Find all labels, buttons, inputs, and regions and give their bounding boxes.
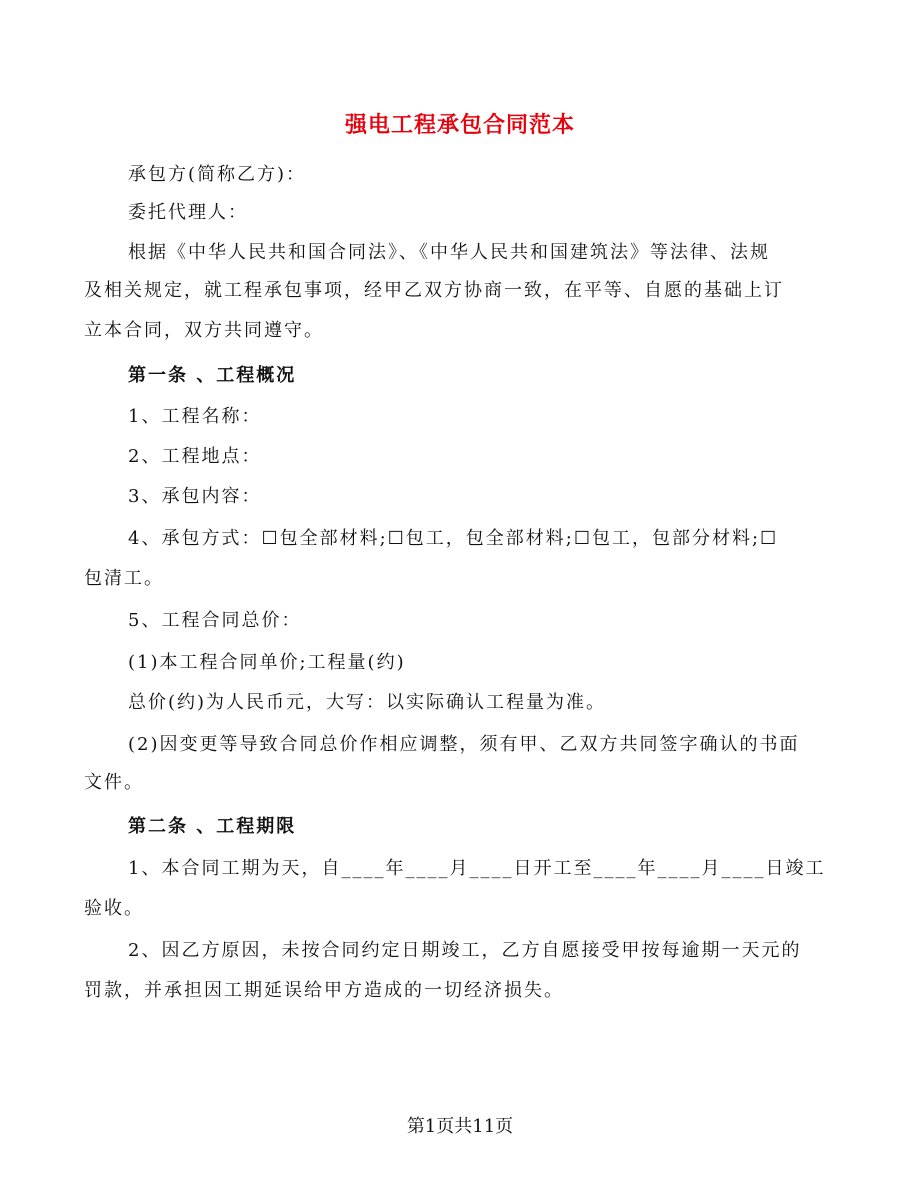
contract-method-line-2: 包清工。 — [84, 568, 164, 589]
preamble-line-1: 根据《中华人民共和国合同法》、《中华人民共和国建筑法》等法律、法规 — [128, 242, 770, 263]
delay-penalty-line-1: 2、因乙方原因，未按合同约定日期竣工，乙方自愿接受甲按每逾期一天元的 — [128, 940, 802, 961]
preamble-line-2: 及相关规定，就工程承包事项，经甲乙双方协商一致，在平等、自愿的基础上订 — [84, 280, 784, 301]
agent-line: 委托代理人： — [128, 202, 248, 223]
article-1-heading: 第一条 、工程概况 — [128, 365, 297, 386]
project-location: 2、工程地点： — [128, 446, 262, 467]
document-title: 强电工程承包合同范本 — [344, 112, 575, 138]
duration-line-1: 1、本合同工期为天，自____年____月____日开工至____年____月____日竣工 — [128, 858, 826, 879]
project-name: 1、工程名称： — [128, 406, 262, 427]
contractor-line: 承包方(简称乙方)： — [128, 164, 307, 185]
price-adjust-line-1: (2)因变更等导致合同总价作相应调整，须有甲、乙双方共同签字确认的书面 — [128, 734, 800, 755]
article-2-heading: 第二条 、工程期限 — [128, 816, 297, 837]
unit-price-line: (1)本工程合同单价;工程量(约) — [128, 652, 406, 673]
total-price-line: 总价(约)为人民币元，大写：以实际确认工程量为准。 — [128, 692, 607, 713]
contract-method-line-1: 4、承包方式：☐包全部材料;☐包工，包全部材料;☐包工，包部分材料;☐ — [128, 528, 779, 549]
delay-penalty-line-2: 罚款，并承担因工期延误给甲方造成的一切经济损失。 — [84, 980, 564, 1001]
page-number: 第1页共11页 — [406, 1116, 514, 1137]
price-adjust-line-2: 文件。 — [84, 772, 144, 793]
duration-line-2: 验收。 — [84, 898, 144, 919]
contract-content: 3、承包内容： — [128, 486, 262, 507]
preamble-line-3: 立本合同，双方共同遵守。 — [84, 320, 324, 341]
total-price-heading: 5、工程合同总价： — [128, 610, 302, 631]
